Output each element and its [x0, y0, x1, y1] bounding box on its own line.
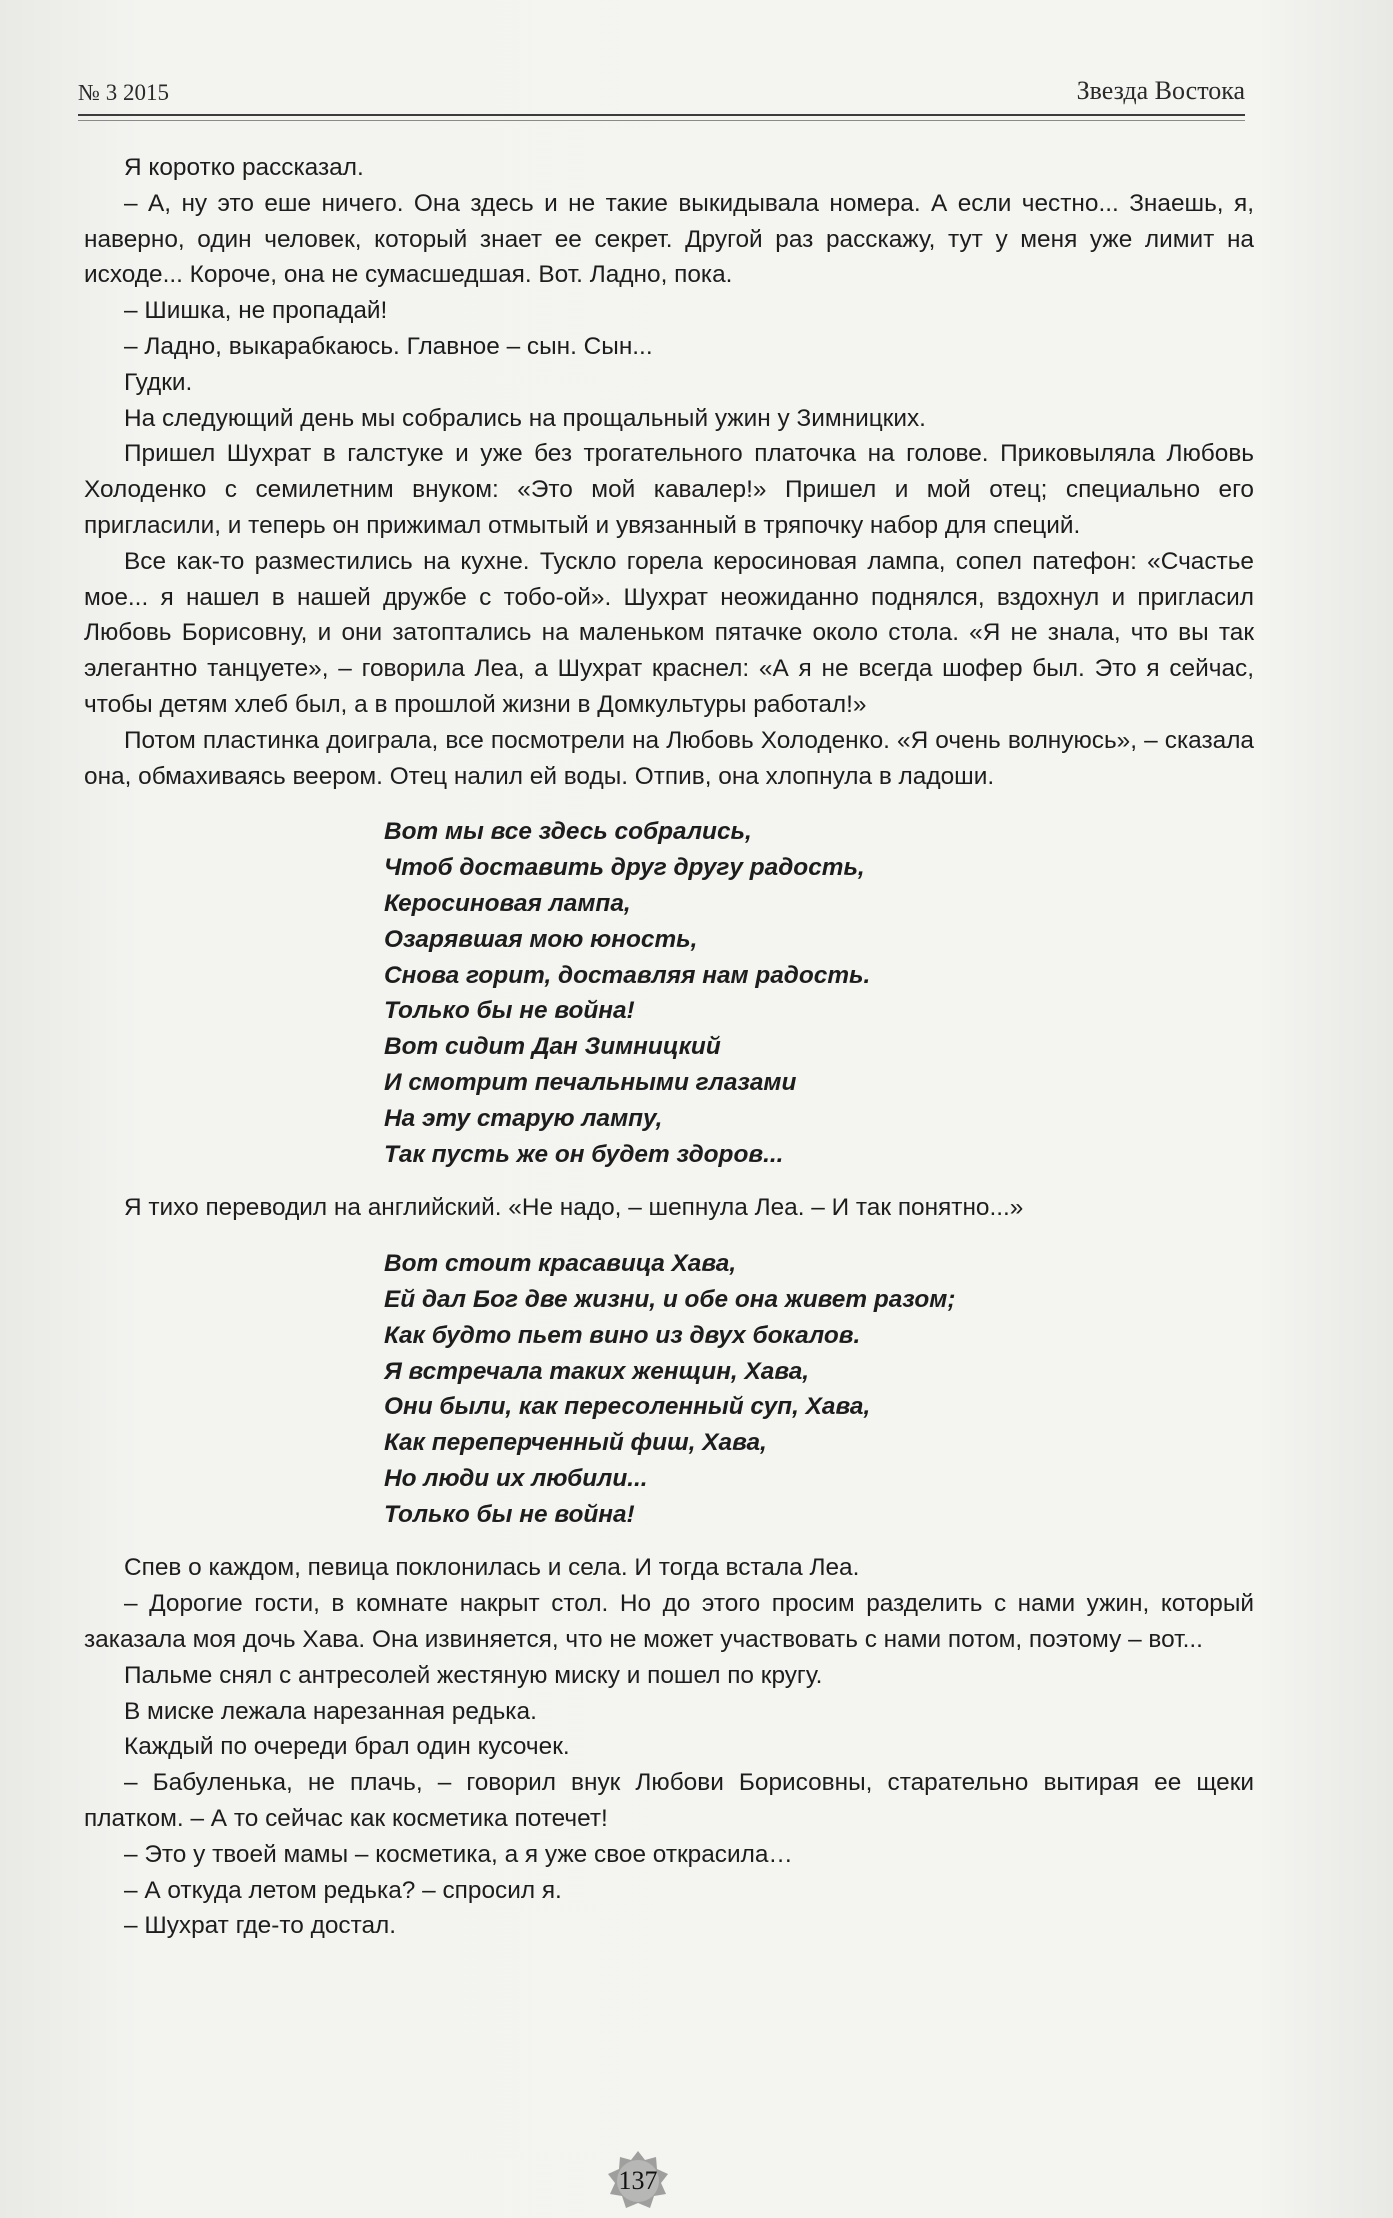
paragraph: Все как-то разместились на кухне. Тускло горела керосиновая лампа, сопел патефон: «Счастье мое... я нашел в нашей дружбе с тобо-ой». Шухрат неожиданно поднялся, вздохнул и пригласил Любовь Борисовну, и они затоптались на маленьком пятачке около стола. «Я не знала, что вы так элегантно танцуете», – говорила Леа, а Шухрат краснел: «А я не всегда шофер был. Это я сейчас, чтобы детям хлеб был, а в прошлой жизни в Домкультуры работал!» [84, 547, 1254, 718]
paragraph: Спев о каждом, певица поклонилась и села. И тогда встала Леа. [124, 1554, 860, 1582]
paragraph: – А откуда летом редька? – спросил я. [124, 1876, 562, 1904]
poem-line: Как переперченный фиш, Хава, [384, 1429, 767, 1457]
page-number-badge [607, 2150, 669, 2212]
paragraph: – Шухрат где-то достал. [124, 1912, 397, 1940]
paragraph: Каждый по очереди брал один кусочек. [124, 1733, 570, 1761]
paragraphs-top [84, 150, 1254, 794]
paragraph-translation: Я тихо переводил на английский. «Не надо, – шепнула Леа. – И так понятно...» [124, 1194, 1024, 1222]
paragraphs-bottom [84, 1550, 1254, 1944]
page-number: 137 [618, 2166, 658, 2195]
poem-line: Чтоб доставить друг другу радость, [384, 854, 865, 882]
running-header [78, 74, 1245, 116]
poem-line: Так пусть же он будет здоров... [384, 1140, 784, 1168]
poem-line: Я встречала таких женщин, Хава, [384, 1357, 810, 1385]
poem-line: Они были, как пересоленный суп, Хава, [384, 1393, 871, 1421]
poem-line: Только бы не война! [384, 997, 635, 1025]
poem-line: Озарявшая мою юность, [384, 925, 698, 953]
paragraph: – Бабуленька, не плачь, – говорил внук Любови Борисовны, старательно вытирая ее щеки платком. – А то сейчас как косметика потечет! [84, 1769, 1254, 1833]
header-rule [78, 120, 1245, 121]
poem-stanza-2 [384, 1246, 1254, 1532]
paragraph: – А, ну это еше ничего. Она здесь и не такие выкидывала номера. А если честно... Знаешь, я, наверно, один человек, который знает ее секрет. Другой раз расскажу, тут у меня уже лимит на исходе... Короче, она не сумасшедшая. Вот. Ладно, пока. [84, 189, 1254, 289]
poem-line: Ей дал Бог две жизни, и обе она живет разом; [384, 1285, 956, 1313]
journal-title: Звезда Востока [1076, 76, 1245, 105]
paragraph: – Ладно, выкарабкаюсь. Главное – сын. Сын... [124, 332, 653, 360]
poem-line: Снова горит, доставляя нам радость. [384, 961, 871, 989]
paragraph: – Дорогие гости, в комнате накрыт стол. Но до этого просим разделить с нами ужин, который заказала моя дочь Хава. Она извиняется, что не может участвовать с нами потом, поэтому – вот... [84, 1590, 1254, 1654]
article-body [84, 150, 1254, 1944]
poem-line: Вот сидит Дан Зимницкий [384, 1033, 721, 1061]
paragraph: На следующий день мы собрались на прощальный ужин у Зимницких. [124, 404, 926, 432]
paragraph: Пришел Шухрат в галстуке и уже без трогательного платочка на голове. Приковыляла Любовь Холоденко с семилетним внуком: «Это мой кавалер!» Пришел и мой отец; специально его пригласили, и теперь он прижимал отмытый и увязанный в тряпочку набор для специй. [84, 440, 1254, 539]
poem-line: Керосиновая лампа, [384, 889, 631, 917]
paragraph: Я коротко рассказал. [124, 154, 364, 181]
paragraph: Гудки. [124, 368, 193, 396]
paragraph: – Это у твоей мамы – косметика, а я уже свое открасила… [124, 1840, 793, 1868]
paragraph: – Шишка, не пропадай! [124, 297, 388, 325]
paragraph: Пальме снял с антресолей жестяную миску и пошел по кругу. [124, 1661, 823, 1689]
poem-line: Только бы не война! [384, 1500, 635, 1528]
poem-line: И смотрит печальными глазами [384, 1068, 797, 1096]
poem-line: Вот мы все здесь собрались, [384, 818, 752, 846]
poem-line: Вот стоит красавица Хава, [384, 1250, 737, 1278]
poem-line: Но люди их любили... [384, 1464, 648, 1492]
poem-line: Как будто пьет вино из двух бокалов. [384, 1321, 861, 1349]
poem-stanza-1 [384, 814, 1254, 1172]
poem-line: На эту старую лампу, [384, 1104, 663, 1132]
issue-number: № 3 2015 [78, 80, 169, 105]
paragraph: В миске лежала нарезанная редька. [124, 1697, 537, 1725]
paragraph: Потом пластинка доиграла, все посмотрели на Любовь Холоденко. «Я очень волнуюсь», – сказала она, обмахиваясь веером. Отец налил ей воды. Отпив, она хлопнула в ладоши. [84, 726, 1254, 790]
